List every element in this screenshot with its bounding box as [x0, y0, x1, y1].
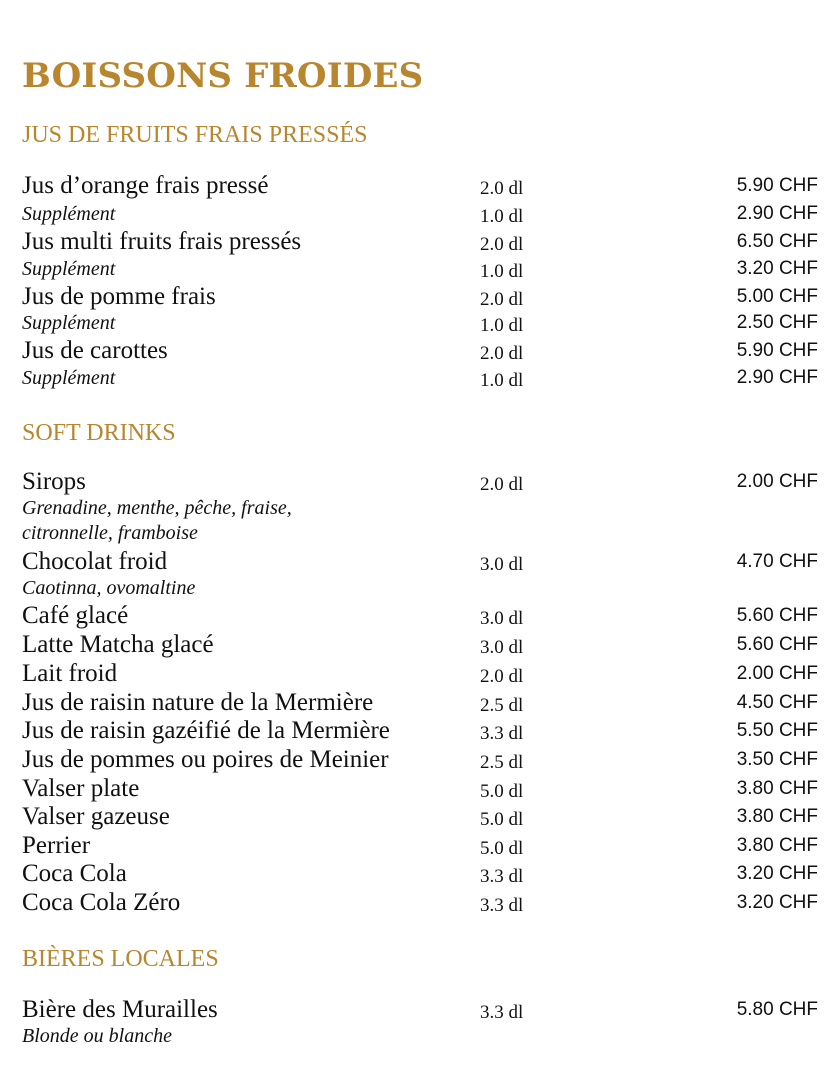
item-volume: 1.0 dl — [480, 315, 524, 336]
item-name: Supplément — [22, 312, 116, 334]
list-item — [22, 548, 818, 576]
item-name: Supplément — [22, 258, 116, 280]
item-price: 2.00 CHF — [736, 471, 818, 492]
item-name: Café glacé — [22, 602, 129, 629]
list-item — [22, 602, 818, 630]
list-item — [22, 255, 818, 283]
item-price: 3.80 CHF — [736, 835, 818, 856]
item-volume: 2.0 dl — [480, 474, 524, 495]
list-item — [22, 746, 818, 774]
list-item — [22, 717, 818, 745]
item-name: Perrier — [22, 832, 91, 859]
item-volume: 2.5 dl — [480, 752, 524, 773]
item-price: 2.00 CHF — [736, 663, 818, 684]
item-name: Coca Cola — [22, 860, 127, 887]
list-item — [22, 337, 818, 365]
item-name: Supplément — [22, 203, 116, 225]
item-price: 5.60 CHF — [736, 605, 818, 626]
item-price: 3.80 CHF — [736, 806, 818, 827]
list-item — [22, 364, 818, 392]
item-name: Jus de carottes — [22, 337, 168, 364]
list-item — [22, 309, 818, 337]
item-name: Valser plate — [22, 775, 140, 802]
page-title: BOISSONS FROIDES — [22, 56, 424, 96]
item-volume: 3.0 dl — [480, 608, 524, 629]
item-name: Jus de pomme frais — [22, 283, 216, 310]
list-item — [22, 468, 818, 496]
item-volume: 3.3 dl — [480, 1002, 524, 1023]
item-volume: 2.0 dl — [480, 343, 524, 364]
item-price: 5.00 CHF — [736, 286, 818, 307]
item-volume: 3.3 dl — [480, 895, 524, 916]
list-item — [22, 283, 818, 311]
item-volume: 5.0 dl — [480, 809, 524, 830]
list-item — [22, 860, 818, 888]
section-heading-bieres: BIÈRES LOCALES — [22, 946, 219, 972]
item-volume: 2.5 dl — [480, 695, 524, 716]
list-item — [22, 889, 818, 917]
item-price: 3.20 CHF — [736, 258, 818, 279]
item-volume: 2.0 dl — [480, 289, 524, 310]
item-price: 5.80 CHF — [736, 999, 818, 1020]
list-item — [22, 631, 818, 659]
item-name: Lait froid — [22, 660, 118, 687]
item-volume: 2.0 dl — [480, 178, 524, 199]
item-name: Jus de raisin gazéifié de la Mermière — [22, 717, 390, 744]
item-description: Blonde ou blanche — [22, 1025, 172, 1047]
item-price: 5.50 CHF — [736, 720, 818, 741]
list-item — [22, 775, 818, 803]
item-volume: 5.0 dl — [480, 838, 524, 859]
item-price: 4.70 CHF — [736, 551, 818, 572]
item-description: Caotinna, ovomaltine — [22, 577, 196, 599]
item-price: 3.50 CHF — [736, 749, 818, 770]
section-heading-jus: JUS DE FRUITS FRAIS PRESSÉS — [22, 122, 368, 148]
list-item — [22, 689, 818, 717]
list-item — [22, 660, 818, 688]
list-item — [22, 832, 818, 860]
item-price: 2.90 CHF — [736, 367, 818, 388]
list-item — [22, 172, 818, 200]
item-price: 5.90 CHF — [736, 175, 818, 196]
item-name: Jus de pommes ou poires de Meinier — [22, 746, 389, 773]
item-name: Supplément — [22, 367, 116, 389]
item-name: Jus d’orange frais pressé — [22, 172, 269, 199]
item-price: 2.90 CHF — [736, 203, 818, 224]
item-price: 3.80 CHF — [736, 778, 818, 799]
item-name: Valser gazeuse — [22, 803, 170, 830]
item-name: Coca Cola Zéro — [22, 889, 181, 916]
item-name: Jus multi fruits frais pressés — [22, 228, 302, 255]
item-volume: 5.0 dl — [480, 781, 524, 802]
item-price: 4.50 CHF — [736, 692, 818, 713]
item-name: Sirops — [22, 468, 86, 495]
list-item — [22, 996, 818, 1024]
section-heading-soft: SOFT DRINKS — [22, 420, 176, 446]
item-name: Jus de raisin nature de la Mermière — [22, 689, 374, 716]
item-volume: 3.3 dl — [480, 723, 524, 744]
item-volume: 1.0 dl — [480, 370, 524, 391]
item-description: Grenadine, menthe, pêche, fraise, — [22, 497, 292, 519]
item-volume: 1.0 dl — [480, 206, 524, 227]
item-name: Latte Matcha glacé — [22, 631, 214, 658]
item-price: 3.20 CHF — [736, 863, 818, 884]
item-price: 6.50 CHF — [736, 231, 818, 252]
list-item — [22, 803, 818, 831]
item-volume: 3.0 dl — [480, 554, 524, 575]
item-name: Bière des Murailles — [22, 996, 218, 1023]
item-price: 2.50 CHF — [736, 312, 818, 333]
item-description: citronnelle, framboise — [22, 522, 198, 544]
item-volume: 1.0 dl — [480, 261, 524, 282]
item-price: 5.90 CHF — [736, 340, 818, 361]
item-name: Chocolat froid — [22, 548, 168, 575]
list-item — [22, 228, 818, 256]
item-price: 3.20 CHF — [736, 892, 818, 913]
item-volume: 2.0 dl — [480, 234, 524, 255]
item-price: 5.60 CHF — [736, 634, 818, 655]
item-volume: 3.3 dl — [480, 866, 524, 887]
item-volume: 3.0 dl — [480, 637, 524, 658]
list-item — [22, 200, 818, 228]
item-volume: 2.0 dl — [480, 666, 524, 687]
